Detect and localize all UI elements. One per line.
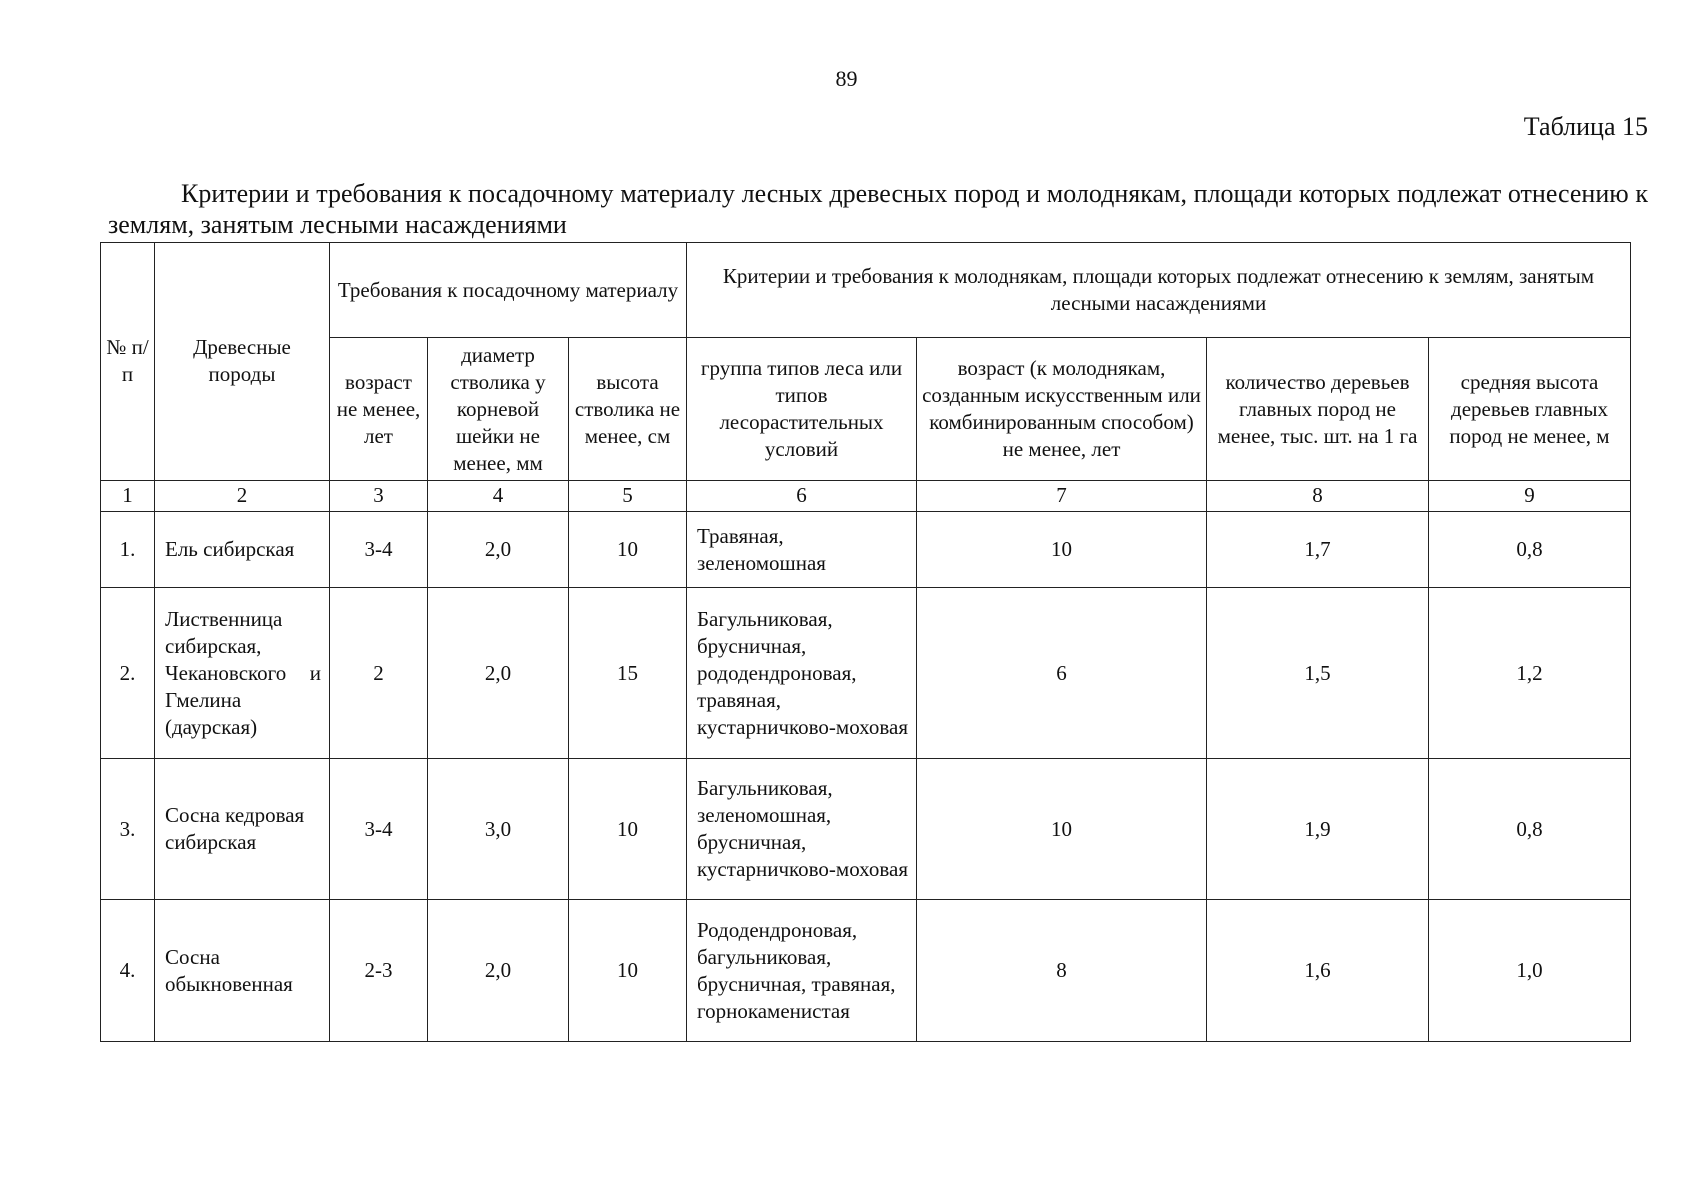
- header-species: Древесные породы: [155, 243, 330, 481]
- row-tree-count: 1,5: [1207, 588, 1429, 759]
- row-height: 15: [569, 588, 687, 759]
- header-age: возраст не менее, лет: [330, 338, 428, 481]
- row-young-age: 10: [917, 511, 1207, 587]
- header-forest-type: группа типов леса или типов лесорастительных условий: [687, 338, 917, 481]
- column-number: 7: [917, 480, 1207, 511]
- header-diameter: диаметр стволика у корневой шейки не менее, мм: [428, 338, 569, 481]
- row-avg-height: 0,8: [1429, 758, 1631, 900]
- page-number: 89: [835, 66, 858, 91]
- row-forest-type: Багульниковая, зеленомошная, брусничная, кустарничково-моховая: [687, 758, 917, 900]
- row-height: 10: [569, 511, 687, 587]
- row-age: 2-3: [330, 900, 428, 1042]
- row-diameter: 2,0: [428, 588, 569, 759]
- row-species: Сосна обыкновенная: [155, 900, 330, 1042]
- column-number: 8: [1207, 480, 1429, 511]
- row-age: 3-4: [330, 511, 428, 587]
- row-diameter: 2,0: [428, 511, 569, 587]
- table-row: [101, 758, 1631, 900]
- row-diameter: 3,0: [428, 758, 569, 900]
- row-age: 2: [330, 588, 428, 759]
- document-title: Критерии и требования к посадочному материалу лесных древесных пород и молоднякам, площади которых подлежат отнесению к землям, занятым лесными насаждениями: [108, 179, 1648, 239]
- row-avg-height: 0,8: [1429, 511, 1631, 587]
- header-tree-count: количество деревьев главных пород не менее, тыс. шт. на 1 га: [1207, 338, 1429, 481]
- column-number: 6: [687, 480, 917, 511]
- row-species: Сосна кедровая сибирская: [155, 758, 330, 900]
- column-number: 3: [330, 480, 428, 511]
- row-num: 4.: [101, 900, 155, 1042]
- row-species: Ель сибирская: [155, 511, 330, 587]
- row-tree-count: 1,9: [1207, 758, 1429, 900]
- row-num: 3.: [101, 758, 155, 900]
- requirements-table: [100, 242, 1631, 1042]
- row-young-age: 10: [917, 758, 1207, 900]
- header-row-sub: [101, 338, 1631, 481]
- row-diameter: 2,0: [428, 900, 569, 1042]
- table-label: Таблица 15: [1523, 112, 1648, 141]
- row-tree-count: 1,6: [1207, 900, 1429, 1042]
- row-tree-count: 1,7: [1207, 511, 1429, 587]
- row-age: 3-4: [330, 758, 428, 900]
- row-avg-height: 1,0: [1429, 900, 1631, 1042]
- column-number: 5: [569, 480, 687, 511]
- table-row: [101, 511, 1631, 587]
- row-forest-type: Травяная, зеленомошная: [687, 511, 917, 587]
- table-row: [101, 588, 1631, 759]
- table-row: [101, 900, 1631, 1042]
- column-number: 9: [1429, 480, 1631, 511]
- row-num: 1.: [101, 511, 155, 587]
- row-young-age: 8: [917, 900, 1207, 1042]
- row-height: 10: [569, 758, 687, 900]
- header-young-age: возраст (к молоднякам, созданным искусственным или комбинированным способом) не менее, лет: [917, 338, 1207, 481]
- row-species: Лиственница сибирская, Чекановского и Гмелина (даурская): [155, 588, 330, 759]
- row-avg-height: 1,2: [1429, 588, 1631, 759]
- header-num: № п/п: [101, 243, 155, 481]
- column-number: 1: [101, 480, 155, 511]
- column-number-row: [101, 480, 1631, 511]
- header-avg-height: средняя высота деревьев главных пород не менее, м: [1429, 338, 1631, 481]
- header-young-stands: Критерии и требования к молоднякам, площади которых подлежат отнесению к землям, занятым лесными насаждениями: [687, 243, 1631, 338]
- row-forest-type: Рододендроновая, багульниковая, брусничная, травяная, горнокаменистая: [687, 900, 917, 1042]
- row-height: 10: [569, 900, 687, 1042]
- header-height: высота стволика не менее, см: [569, 338, 687, 481]
- column-number: 2: [155, 480, 330, 511]
- header-row-group: [101, 243, 1631, 338]
- column-number: 4: [428, 480, 569, 511]
- row-young-age: 6: [917, 588, 1207, 759]
- header-planting-material: Требования к посадочному материалу: [330, 243, 687, 338]
- row-num: 2.: [101, 588, 155, 759]
- row-forest-type: Багульниковая, брусничная, рододендроновая, травяная, кустарничково-моховая: [687, 588, 917, 759]
